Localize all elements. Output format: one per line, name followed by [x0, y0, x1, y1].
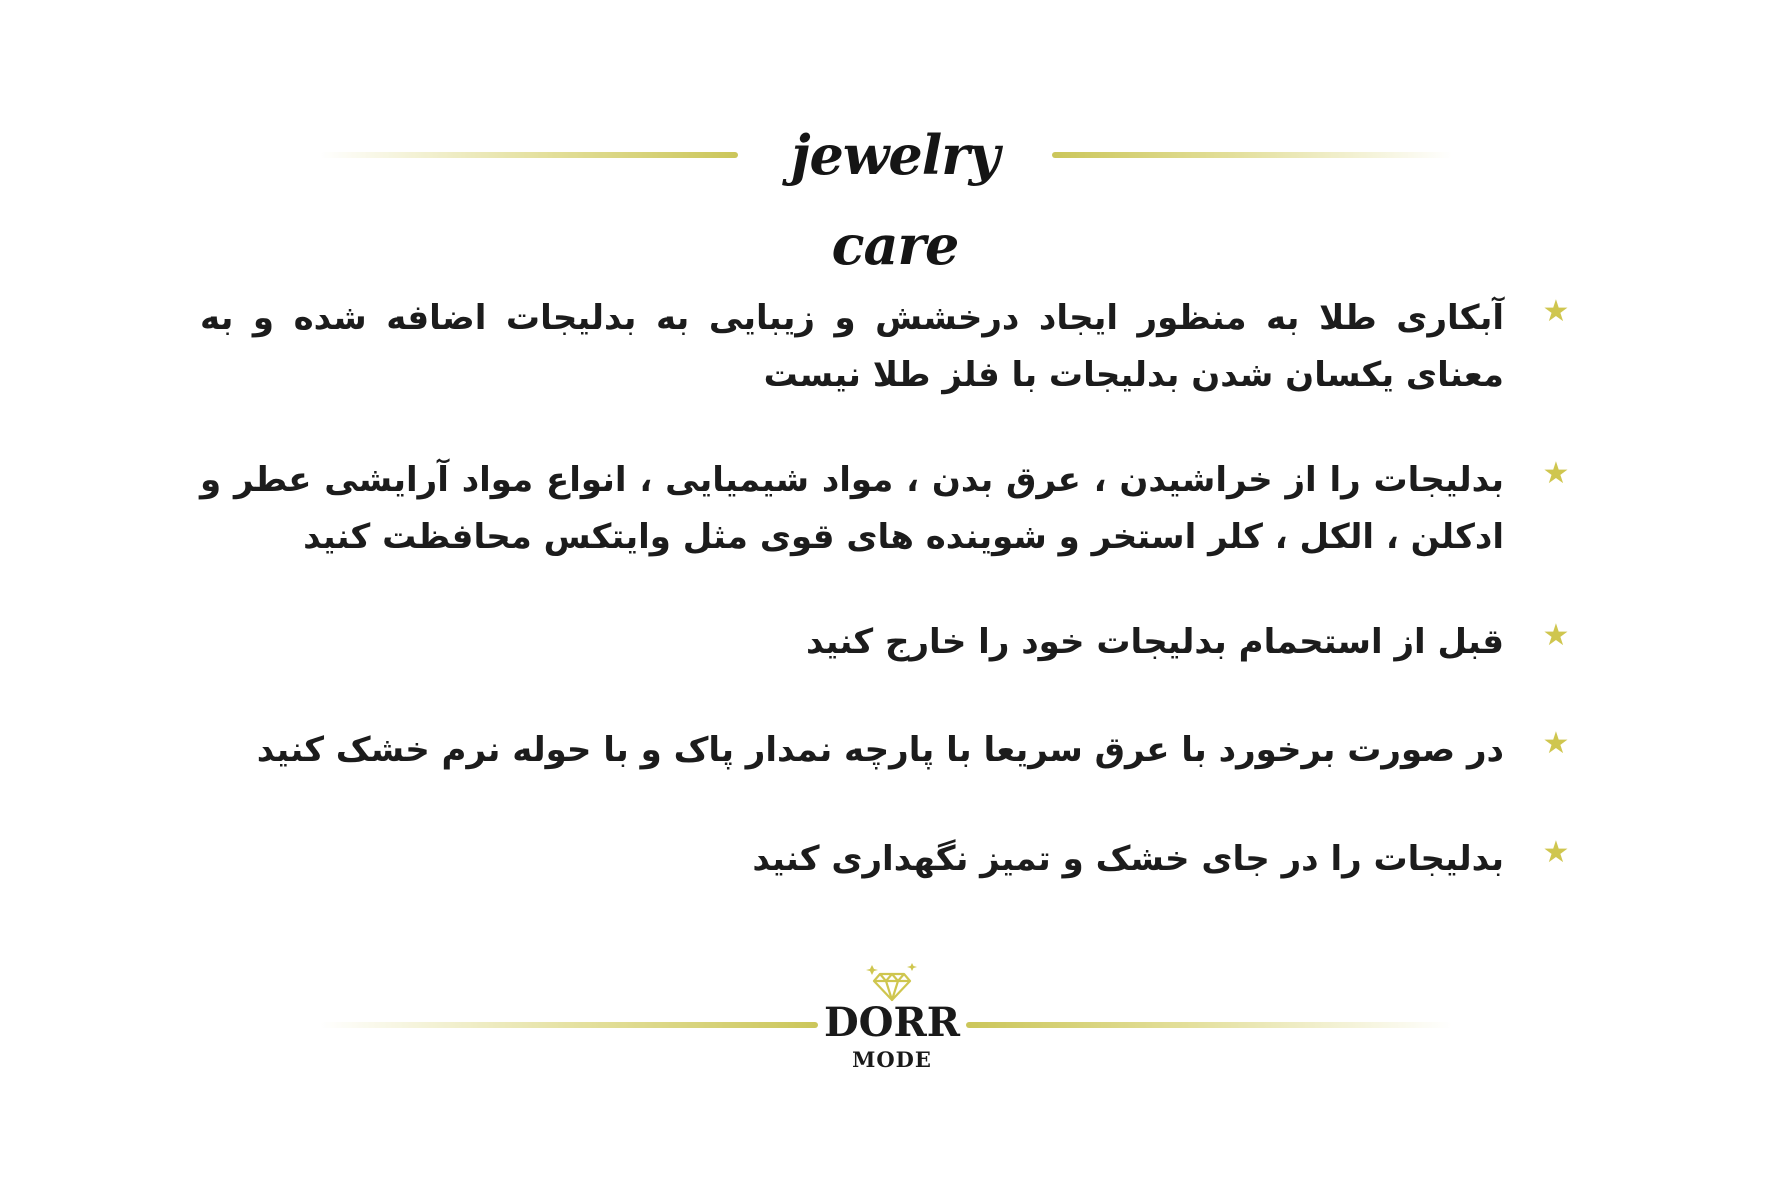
title-row — [0, 110, 1772, 277]
care-text: در صورت برخورد با عرق سریعا با پارچه نمدار پاک و با حوله نرم خشک کنید — [256, 730, 1504, 770]
care-text: آبکاری طلا به منظور ایجاد درخشش و زیبایی به بدلیجات اضافه شده و به معنای یکسان شدن بدلیجات با فلز طلا نیست — [200, 298, 1504, 395]
list-item — [200, 614, 1570, 671]
list-item — [200, 290, 1570, 404]
star-icon: ★ — [1542, 294, 1570, 329]
title-divider-left — [320, 152, 738, 158]
list-item — [200, 452, 1570, 566]
star-icon: ★ — [1542, 456, 1570, 491]
care-text: بدلیجات را در جای خشک و تمیز نگهداری کنید — [752, 839, 1504, 879]
star-icon: ★ — [1542, 835, 1570, 870]
page-title: jewelry care — [790, 123, 1000, 277]
care-text: قبل از استحمام بدلیجات خود را خارج کنید — [805, 622, 1504, 662]
title-divider-right — [1052, 152, 1452, 158]
list-item — [200, 722, 1570, 779]
footer-divider-right — [966, 1022, 1452, 1028]
logo-subtitle: MODE — [852, 1047, 932, 1072]
care-list — [200, 290, 1570, 888]
brand-logo — [818, 960, 966, 1080]
star-icon: ★ — [1542, 726, 1570, 761]
list-item — [200, 831, 1570, 888]
care-text: بدلیجات را از خراشیدن ، عرق بدن ، مواد شیمیایی ، انواع مواد آرایشی عطر و ادکلن ، الکل ، کلر استخر و شوینده های قوی مثل وایتکس محافظت کنید — [200, 460, 1504, 557]
footer-divider-left — [320, 1022, 818, 1028]
logo-wordmark: DORR — [823, 999, 960, 1046]
footer — [0, 960, 1772, 1080]
star-icon: ★ — [1542, 618, 1570, 653]
